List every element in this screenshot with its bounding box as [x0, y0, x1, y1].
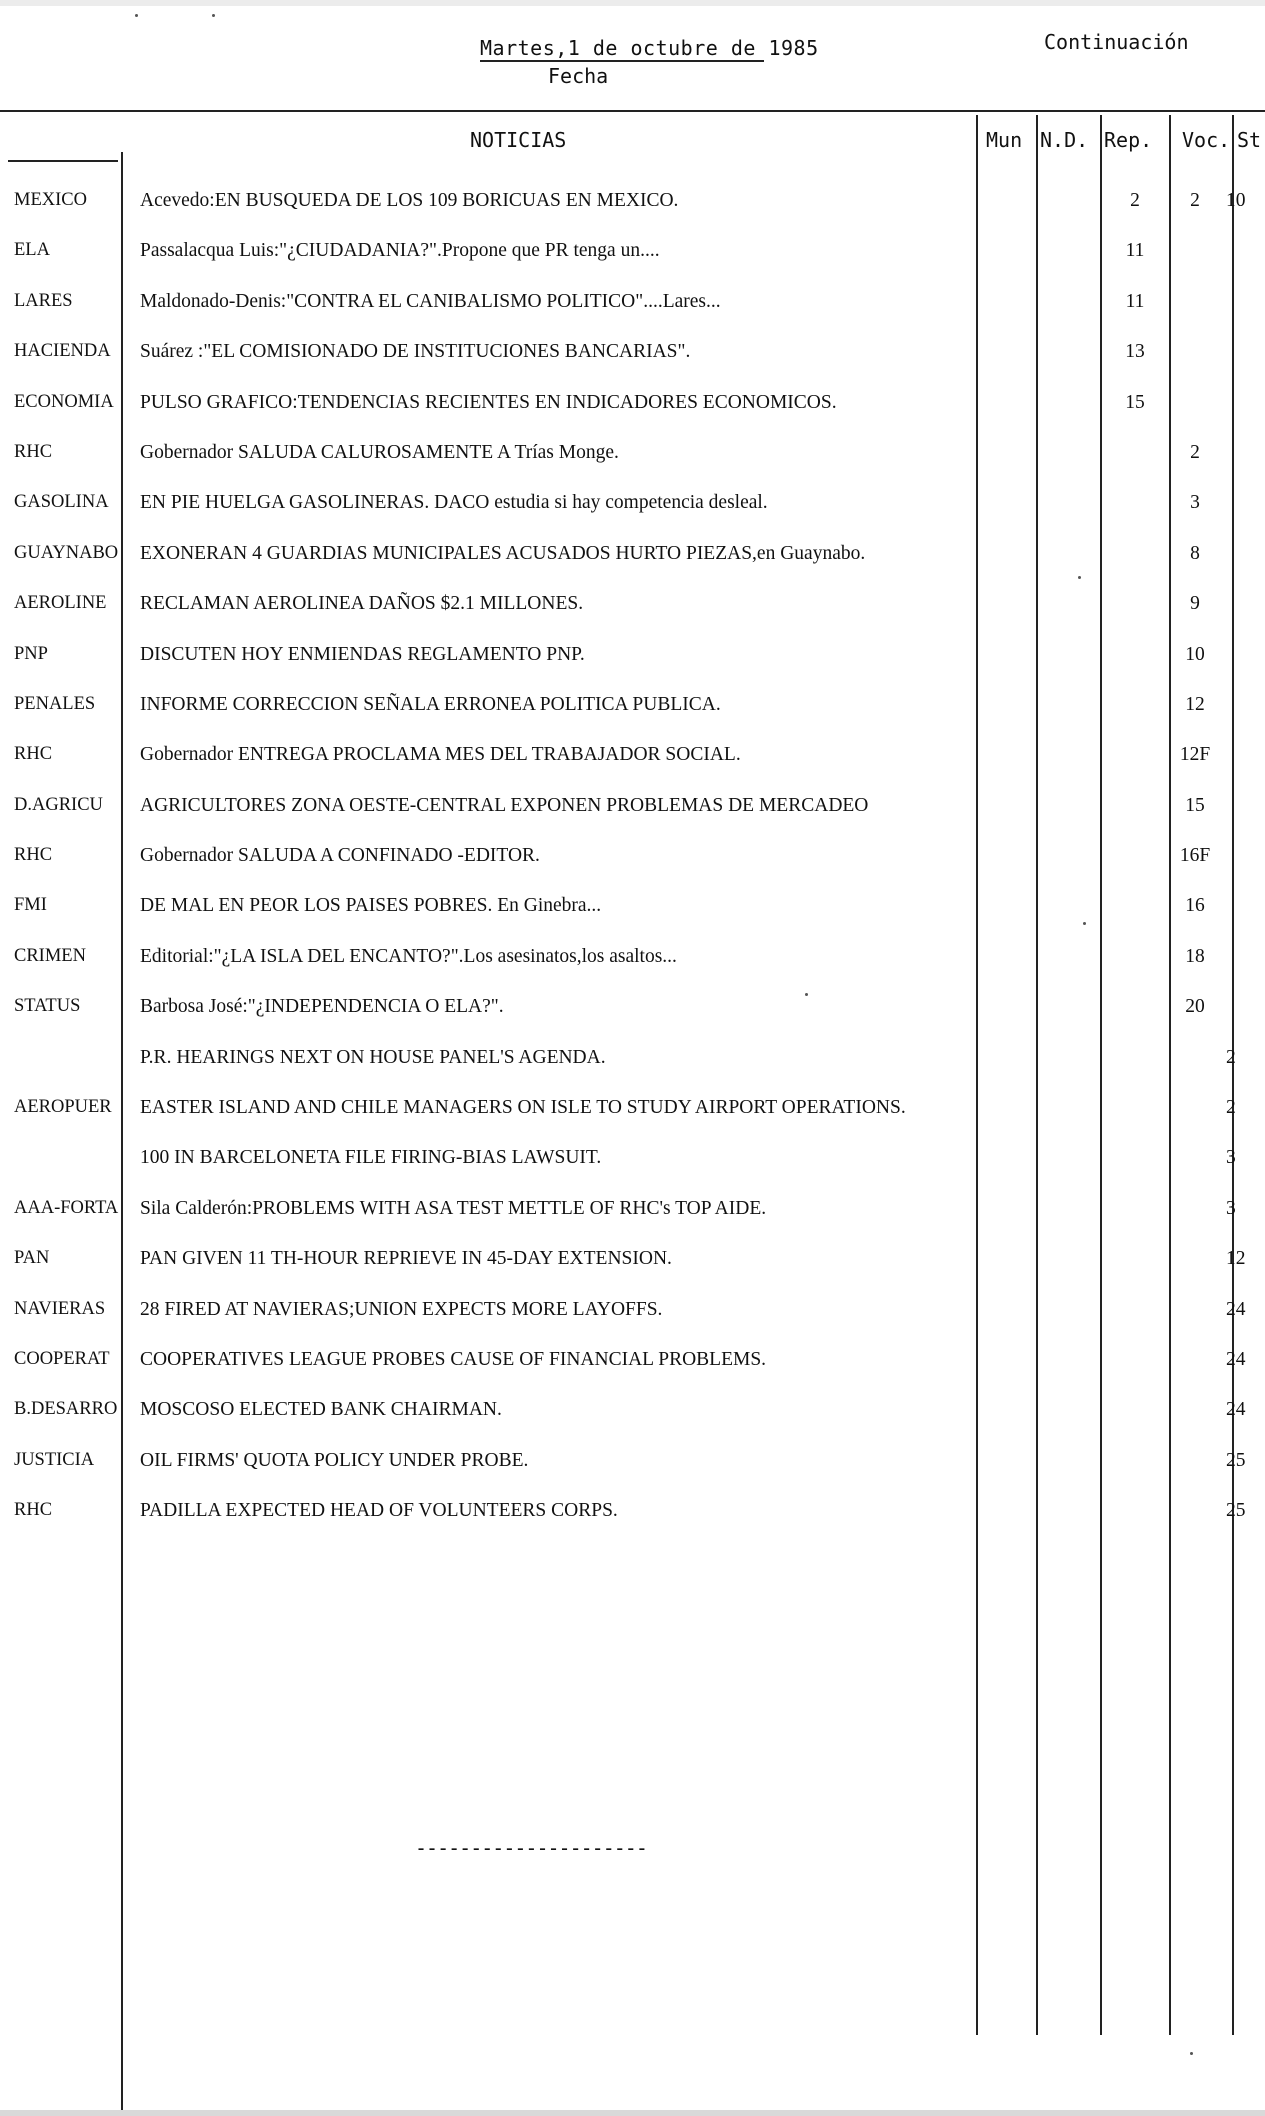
row-headline: EASTER ISLAND AND CHILE MANAGERS ON ISLE TO STUDY AIRPORT OPERATIONS. [140, 1097, 906, 1119]
row-headline: DE MAL EN PEOR LOS PAISES POBRES. En Ginebra... [140, 895, 602, 917]
row-section: RHC [14, 1500, 53, 1521]
row-sta: 3 [1226, 1197, 1236, 1219]
row-section: CRIMEN [14, 945, 86, 966]
row-section: PAN [14, 1248, 50, 1269]
table-row [0, 1087, 1265, 1137]
row-headline: DISCUTEN HOY ENMIENDAS REGLAMENTO PNP. [140, 643, 585, 665]
row-voc: 18 [1185, 945, 1205, 967]
scan-speck [212, 14, 215, 17]
scan-speck [805, 993, 808, 996]
table-row [0, 1188, 1265, 1238]
row-headline: Sila Calderón:PROBLEMS WITH ASA TEST METTLE OF RHC's TOP AIDE. [140, 1197, 767, 1219]
row-sta: 24 [1226, 1399, 1246, 1421]
row-voc: 16F [1179, 845, 1211, 867]
scan-speck [135, 14, 138, 17]
row-headline: INFORME CORRECCION SEÑALA ERRONEA POLITICA PUBLICA. [140, 693, 721, 715]
row-section: FMI [14, 895, 47, 916]
section-head-rule [8, 160, 118, 162]
row-section: NAVIERAS [14, 1298, 106, 1319]
header-nd: N.D. [1040, 128, 1089, 152]
table-row [0, 482, 1265, 532]
header-noticias: NOTICIAS [470, 128, 567, 152]
table-row [0, 1440, 1265, 1490]
row-section: GUAYNABO [14, 542, 119, 563]
row-voc: 12F [1179, 744, 1211, 766]
row-headline: RECLAMAN AEROLINEA DAÑOS $2.1 MILLONES. [140, 593, 584, 615]
table-row [0, 583, 1265, 633]
row-headline: EXONERAN 4 GUARDIAS MUNICIPALES ACUSADOS HURTO PIEZAS,en Guaynabo. [140, 542, 866, 564]
row-headline: EN PIE HUELGA GASOLINERAS. DACO estudia si hay competencia desleal. [140, 492, 768, 514]
document-date: Martes,1 de octubre de 1985 [480, 36, 819, 60]
header-mun: Mun [986, 128, 1023, 152]
row-headline: PAN GIVEN 11 TH-HOUR REPRIEVE IN 45-DAY EXTENSION. [140, 1248, 672, 1270]
table-row [0, 936, 1265, 986]
table-row [0, 331, 1265, 381]
row-rep: 2 [1130, 190, 1140, 211]
row-sta: 25 [1226, 1449, 1246, 1471]
row-section: RHC [14, 441, 53, 462]
row-sta: 24 [1226, 1348, 1246, 1370]
row-section: PNP [14, 643, 48, 664]
row-sta: 12 [1226, 1248, 1246, 1270]
row-rep: 11 [1125, 240, 1145, 262]
scan-speck [1083, 922, 1086, 925]
row-section: RHC [14, 845, 53, 866]
row-headline: 100 IN BARCELONETA FILE FIRING-BIAS LAWSUIT. [140, 1147, 602, 1169]
row-headline: Gobernador SALUDA CALUROSAMENTE A Trías Monge. [140, 441, 619, 463]
row-voc: 15 [1185, 794, 1205, 816]
table-row [0, 785, 1265, 835]
row-voc: 3 [1190, 492, 1200, 514]
row-sta: 2 [1226, 1097, 1236, 1119]
row-headline: Editorial:"¿LA ISLA DEL ENCANTO?".Los asesinatos,los asaltos... [140, 945, 677, 967]
row-headline: OIL FIRMS' QUOTA POLICY UNDER PROBE. [140, 1449, 529, 1471]
news-list [0, 180, 1265, 1541]
row-section: GASOLINA [14, 492, 109, 513]
row-voc: 12 [1185, 693, 1205, 715]
header-rep: Rep. [1104, 128, 1153, 152]
row-voc: 2 [1190, 190, 1200, 211]
row-section: MEXICO [14, 190, 87, 210]
table-row [0, 1339, 1265, 1389]
table-row [0, 1289, 1265, 1339]
table-row [0, 986, 1265, 1036]
scan-speck [1078, 576, 1081, 579]
row-rep: 11 [1125, 290, 1145, 312]
header-voc: Voc. [1182, 128, 1231, 152]
scan-speck [1190, 2052, 1193, 2055]
row-voc: 20 [1185, 996, 1205, 1018]
row-rep: 15 [1125, 391, 1145, 413]
date-underline [480, 60, 764, 62]
row-section: RHC [14, 744, 53, 765]
table-row [0, 734, 1265, 784]
table-row [0, 835, 1265, 885]
row-section: PENALES [14, 693, 96, 714]
table-row [0, 382, 1265, 432]
row-sta: 3 [1226, 1147, 1236, 1169]
table-row [0, 885, 1265, 935]
row-rep: 13 [1125, 341, 1145, 363]
row-headline: P.R. HEARINGS NEXT ON HOUSE PANEL'S AGENDA. [140, 1046, 606, 1068]
row-voc: 10 [1185, 643, 1205, 665]
row-headline: MOSCOSO ELECTED BANK CHAIRMAN. [140, 1399, 502, 1421]
row-headline: Passalacqua Luis:"¿CIUDADANIA?".Propone que PR tenga un.... [140, 240, 660, 262]
row-voc: 2 [1190, 441, 1200, 463]
end-of-list-rule: --------------------- [415, 1836, 647, 1860]
row-headline: Acevedo:EN BUSQUEDA DE LOS 109 BORICUAS EN MEXICO. [140, 190, 679, 211]
row-section: ELA [14, 240, 50, 261]
table-row [0, 281, 1265, 331]
table-row [0, 1037, 1265, 1087]
table-row [0, 230, 1265, 280]
row-section: B.DESARRO [14, 1399, 118, 1420]
row-headline: Gobernador ENTREGA PROCLAMA MES DEL TRABAJADOR SOCIAL. [140, 744, 741, 766]
table-row [0, 1490, 1265, 1540]
row-section: AEROPUER [14, 1097, 112, 1118]
page-bottom-edge [0, 2110, 1265, 2116]
table-row [0, 180, 1265, 230]
row-headline: COOPERATIVES LEAGUE PROBES CAUSE OF FINANCIAL PROBLEMS. [140, 1348, 767, 1370]
row-headline: Suárez :"EL COMISIONADO DE INSTITUCIONES BANCARIAS". [140, 341, 691, 363]
table-row [0, 684, 1265, 734]
row-headline: Maldonado-Denis:"CONTRA EL CANIBALISMO POLITICO"....Lares... [140, 290, 721, 312]
row-section: JUSTICIA [14, 1449, 95, 1470]
row-voc: 9 [1190, 593, 1200, 615]
row-headline: 28 FIRED AT NAVIERAS;UNION EXPECTS MORE LAYOFFS. [140, 1298, 663, 1320]
row-section: ECONOMIA [14, 391, 114, 412]
date-label: Fecha [548, 64, 609, 88]
row-headline: PULSO GRAFICO:TENDENCIAS RECIENTES EN INDICADORES ECONOMICOS. [140, 391, 837, 413]
table-row [0, 1389, 1265, 1439]
row-headline: AGRICULTORES ZONA OESTE-CENTRAL EXPONEN PROBLEMAS DE MERCADEO [140, 794, 869, 816]
row-section: AEROLINE [14, 593, 107, 614]
row-sta: 24 [1226, 1298, 1246, 1320]
row-section: AAA-FORTA [14, 1197, 119, 1218]
table-top-rule [0, 110, 1265, 112]
row-headline: PADILLA EXPECTED HEAD OF VOLUNTEERS CORPS. [140, 1500, 618, 1522]
table-row [0, 533, 1265, 583]
row-sta: 25 [1226, 1500, 1246, 1522]
table-row [0, 1238, 1265, 1288]
row-sta: 2 [1226, 1046, 1236, 1068]
header-sta: St [1237, 128, 1262, 152]
row-headline: Barbosa José:"¿INDEPENDENCIA O ELA?". [140, 996, 504, 1018]
row-section: HACIENDA [14, 341, 111, 362]
row-sta: 10 [1226, 190, 1246, 211]
row-voc: 16 [1185, 895, 1205, 917]
page-top-edge [0, 0, 1265, 6]
row-section: STATUS [14, 996, 81, 1017]
row-section: D.AGRICU [14, 794, 103, 815]
row-section: COOPERAT [14, 1348, 110, 1369]
row-voc: 8 [1190, 542, 1200, 564]
table-row [0, 634, 1265, 684]
continuation-label: Continuación [1044, 30, 1189, 54]
row-headline: Gobernador SALUDA A CONFINADO -EDITOR. [140, 845, 540, 867]
row-section: LARES [14, 290, 73, 311]
table-row [0, 432, 1265, 482]
table-row [0, 1137, 1265, 1187]
